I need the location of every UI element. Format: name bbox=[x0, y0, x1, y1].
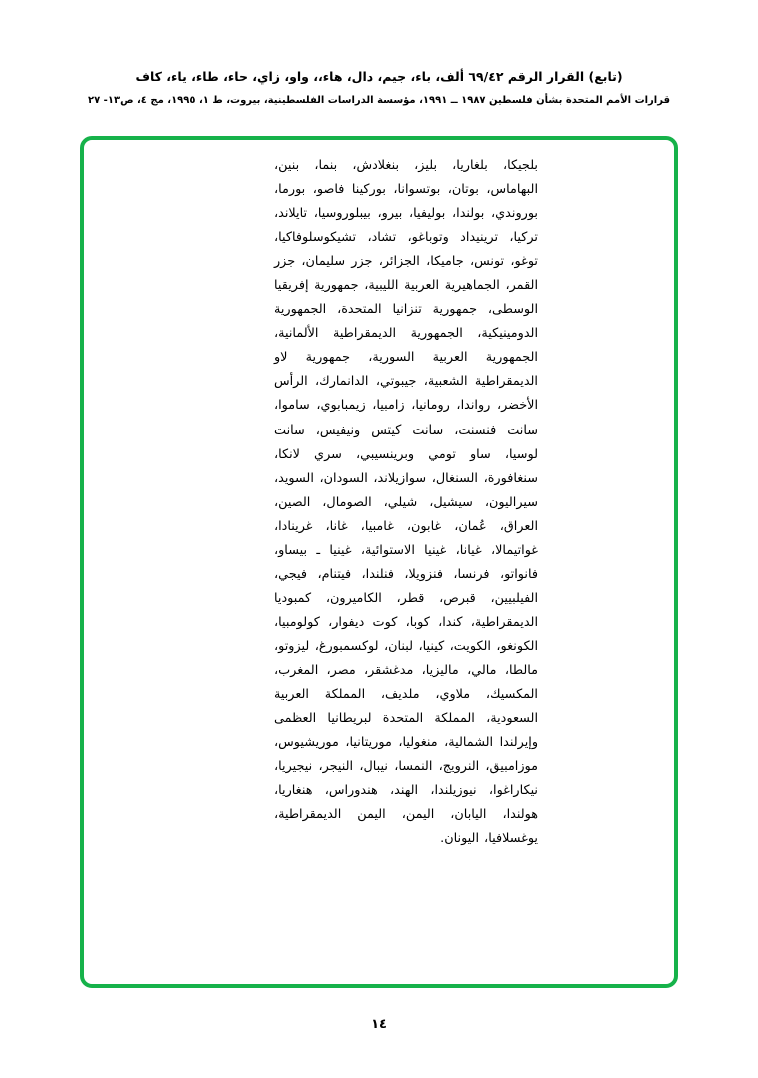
page-number: ١٤ bbox=[371, 1017, 387, 1032]
content-frame bbox=[80, 136, 678, 988]
header-source-line: قرارات الأمم المتحدة بشأن فلسطين ١٩٨٧ ــ ١٩٩١، مؤسسة الدراسات الفلسطينية، بيروت، ط ١، ١٩٩٥، مج ٤، ص١٣- ٢٧ bbox=[87, 94, 670, 106]
header-title: (تابع) القرار الرقم ٦٩/٤٢ ألف، باء، جيم، دال، هاء،، واو، زاي، حاء، طاء، ياء، كاف bbox=[135, 69, 623, 84]
page-header bbox=[0, 68, 758, 108]
country-list-paragraph: بلجيكا، بلغاريا، بليز، بنغلادش، بنما، بنين، البهاماس، بوتان، بوتسوانا، بوركينا فاصو، بورما، بوروندي، بولندا، بوليفيا، بيرو، بيبلوروسيا، تايلاند، تركيا، ترينيداد وتوباغو، تشاد، تشيكوسلوفاكيا، توغو، تونس، جاميكا، الجزائر، جزر سليمان، جزر القمر، الجماهيرية العربية الليبية، جمهورية إفريقيا الوسطى، جمهورية تنزانيا المتحدة، الجمهورية الدومينيكية، الجمهورية الديمقراطية الألمانية، الجمهورية العربية السورية، جمهورية لاو الديمقراطية الشعبية، جيبوتي، الدانمارك، الرأس الأخضر، رواندا، رومانيا، زامبيا، زيمبابوي، ساموا، سانت فنسنت، سانت كيتس ونيفيس، سانت لوسيا، ساو تومي وبرينسيبي، سري لانكا، سنغافورة، السنغال، سوازيلاند، السودان، السويد، سيراليون، سيشيل، شيلي، الصومال، الصين، العراق، عُمان، غابون، غامبيا، غانا، غرينادا، غواتيمالا، غيانا، غينيا الاستوائية، غينيا ـ بيساو، فانواتو، فرنسا، فنزويلا، فنلندا، فيتنام، فيجي، الفيلبيين، قبرص، قطر، الكاميرون، كمبوديا الديمقراطية، كندا، كوبا، كوت ديفوار، كولومبيا، الكونغو، الكويت، كينيا، لبنان، لوكسمبورغ، ليزوتو، مالطا، مالي، ماليزيا، مدغشقر، مصر، المغرب، المكسيك، ملاوي، ملديف، المملكة العربية السعودية، المملكة المتحدة لبريطانيا العظمى وإيرلندا الشمالية، منغوليا، موريتانيا، موريشيوس، موزامبيق، النرويج، النمسا، نيبال، النيجر، نيجيريا، نيكاراغوا، نيوزيلندا، الهند، هندوراس، هنغاريا، هولندا، اليابان، اليمن، اليمن الديمقراطية، يوغسلافيا، اليونان. bbox=[274, 158, 538, 847]
